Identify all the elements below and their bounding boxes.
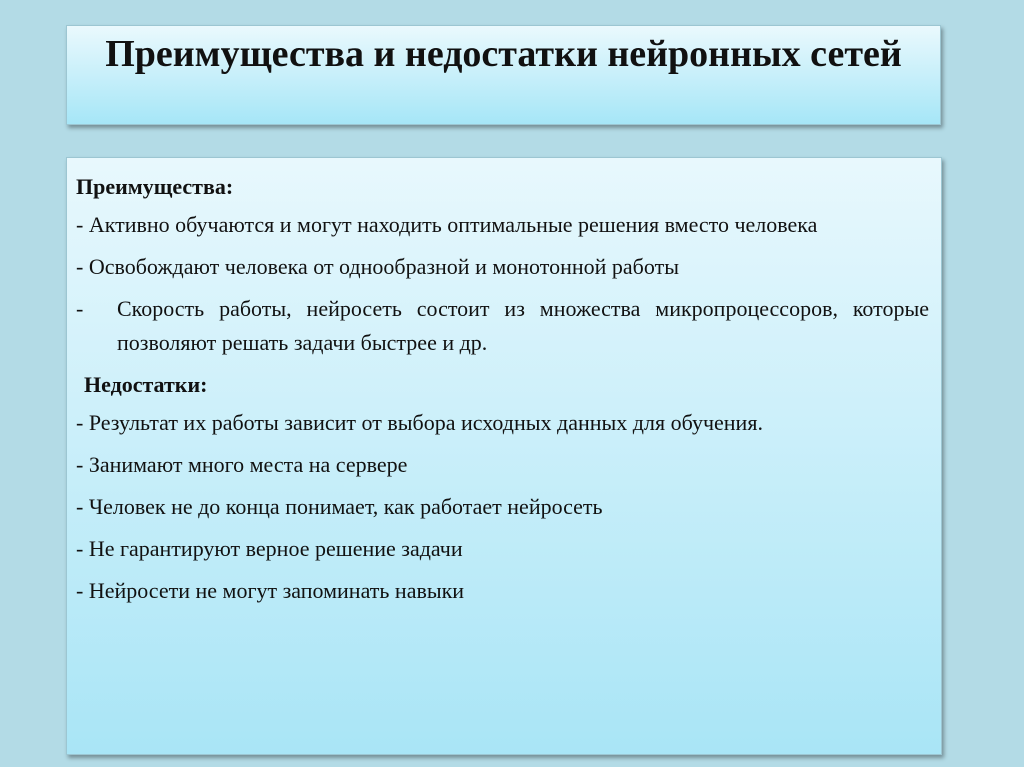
disadvantage-item: - Человек не до конца понимает, как работает нейросеть bbox=[76, 494, 603, 519]
slide-title: Преимущества и недостатки нейронных сетей bbox=[105, 33, 902, 75]
content-box bbox=[66, 157, 942, 755]
disadvantages-heading: Недостатки: bbox=[84, 372, 208, 397]
title-box bbox=[66, 25, 941, 125]
bullet-dash: - bbox=[76, 296, 84, 321]
advantage-item: - Освобождают человека от однообразной и монотонной работы bbox=[76, 254, 679, 279]
disadvantage-item: - Результат их работы зависит от выбора исходных данных для обучения. bbox=[76, 410, 763, 435]
advantages-heading: Преимущества: bbox=[76, 174, 234, 199]
advantage-item-text: Скорость работы, нейросеть состоит из множества микропроцессоров, которые позволяют решать задачи быстрее и др. bbox=[117, 296, 929, 355]
disadvantage-item: - Занимают много места на сервере bbox=[76, 452, 408, 477]
disadvantage-item: - Не гарантируют верное решение задачи bbox=[76, 536, 463, 561]
advantage-item bbox=[76, 292, 929, 360]
disadvantage-item: - Нейросети не могут запоминать навыки bbox=[76, 578, 465, 603]
advantage-item: - Активно обучаются и могут находить оптимальные решения вместо человека bbox=[76, 212, 818, 237]
